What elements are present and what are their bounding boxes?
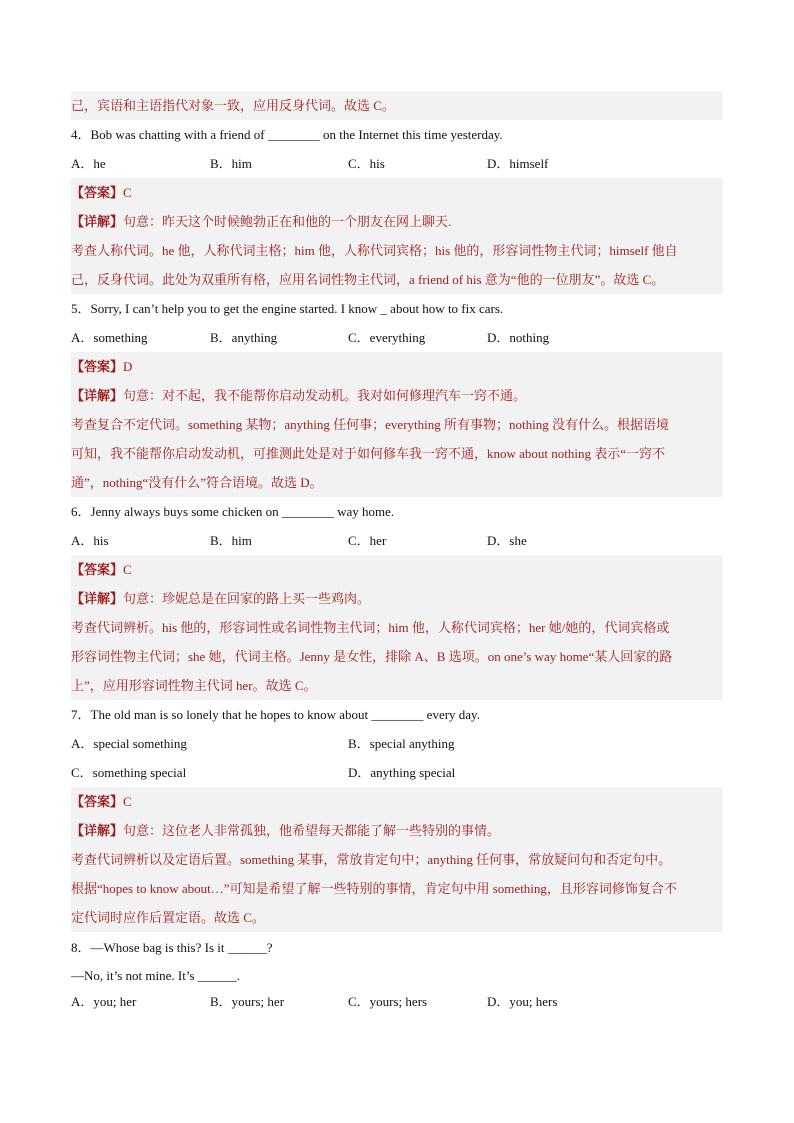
answer-blank: ______: [227, 940, 267, 955]
detail-line: [71, 816, 723, 845]
question-6: [71, 497, 723, 526]
question-text: about how to fix cars.: [386, 301, 504, 316]
question-number: 5．: [71, 301, 91, 316]
detail-line: [71, 207, 723, 236]
options-row: [71, 987, 723, 1016]
option-d: D．nothing: [487, 330, 550, 345]
option-c: C．everything: [348, 330, 426, 345]
question-number: 6．: [71, 504, 91, 519]
explanation-line: 上”，应用形容词性物主代词 her。故选 C。: [71, 671, 723, 700]
option-c: C．yours; hers: [348, 994, 428, 1009]
explanation-line: 考查复合不定代词。something 某物；anything 任何事；everything 所有事物；nothing 没有什么。根据语境: [71, 410, 723, 439]
detail-line: [71, 584, 723, 613]
answer-blank: ______: [197, 968, 237, 983]
explanation-line: 己，宾语和主语指代对象一致，应用反身代词。故选 C。: [71, 91, 723, 120]
question-text: ?: [266, 940, 273, 955]
option-b: B．him: [210, 533, 252, 548]
question-text: The old man is so lonely that he hopes to know about: [90, 707, 372, 722]
detail-text: 句意：珍妮总是在回家的路上买一些鸡肉。: [123, 591, 371, 606]
question-4: [71, 120, 723, 149]
option-b: B．yours; her: [210, 994, 285, 1009]
option-b: B．anything: [210, 330, 278, 345]
answer-blank: ________: [371, 707, 424, 722]
explanation-line: 定代词时应作后置定语。故选 C。: [71, 903, 723, 932]
question-number: 7．: [71, 707, 91, 722]
options-row: [71, 758, 723, 787]
answer-blank: _: [380, 301, 387, 316]
question-8-line-2: [71, 961, 723, 990]
option-a: A．special something: [71, 736, 187, 751]
explanation-line: 考查代词辨析以及定语后置。something 某事，常放肯定句中；anything 任何事，常放疑问句和否定句中。: [71, 845, 723, 874]
option-b: B．special anything: [348, 736, 455, 751]
explanation-line: 己，反身代词。此处为双重所有格，应用名词性物主代词，a friend of his 意为“他的一位朋友”。故选 C。: [71, 265, 723, 294]
option-c: C．his: [348, 156, 385, 171]
answer-tag: 【答案】: [71, 359, 124, 374]
question-text: way home.: [333, 504, 395, 519]
explanation-line: 通”，nothing“没有什么”符合语境。故选 D。: [71, 468, 723, 497]
explanation-line: 根据“hopes to know about…”可知是希望了解一些特别的事情，肯定句中用 something，且形容词修饰复合不: [71, 874, 723, 903]
answer-line: [71, 787, 723, 816]
answer-value: C: [123, 185, 132, 200]
detail-text: 句意：这位老人非常孤独，他希望每天都能了解一些特别的事情。: [123, 823, 501, 838]
detail-text: 句意：对不起，我不能帮你启动发动机。我对如何修理汽车一窍不通。: [123, 388, 527, 403]
question-text: Jenny always buys some chicken on: [90, 504, 282, 519]
option-d: D．she: [487, 533, 527, 548]
answer-tag: 【答案】: [71, 562, 124, 577]
explanation-line: 形容词性物主代词；she 她，代词主格。Jenny 是女性，排除 A、B 选项。on one’s way home“某人回家的路: [71, 642, 723, 671]
option-a: A．his: [71, 533, 109, 548]
question-text: —No, it’s not mine. It’s: [71, 968, 198, 983]
question-text: Sorry, I can’t help you to get the engine started. I know: [90, 301, 381, 316]
option-d: D．himself: [487, 156, 549, 171]
options-row: [71, 729, 723, 758]
question-number: 8．: [71, 940, 91, 955]
question-5: [71, 294, 723, 323]
answer-blank: ________: [267, 127, 320, 142]
answer-value: C: [123, 562, 132, 577]
question-7: [71, 700, 723, 729]
question-text: .: [236, 968, 240, 983]
option-d: D．anything special: [348, 765, 456, 780]
option-d: D．you; hers: [487, 994, 558, 1009]
detail-tag: 【详解】: [71, 388, 124, 403]
option-a: A．something: [71, 330, 148, 345]
question-text: —Whose bag is this? Is it: [90, 940, 228, 955]
question-number: 4．: [71, 127, 91, 142]
answer-tag: 【答案】: [71, 794, 124, 809]
question-text: Bob was chatting with a friend of: [90, 127, 268, 142]
question-text: every day.: [423, 707, 480, 722]
explanation-line: 考查代词辨析。his 他的，形容词性或名词性物主代词；him 他，人称代词宾格；her 她/她的，代词宾格或: [71, 613, 723, 642]
option-a: A．he: [71, 156, 106, 171]
answer-blank: ________: [281, 504, 334, 519]
detail-tag: 【详解】: [71, 591, 124, 606]
answer-tag: 【答案】: [71, 185, 124, 200]
question-text: on the Internet this time yesterday.: [319, 127, 503, 142]
answer-line: [71, 352, 723, 381]
options-row: [71, 149, 723, 178]
detail-line: [71, 381, 723, 410]
answer-line: [71, 555, 723, 584]
option-a: A．you; her: [71, 994, 137, 1009]
detail-tag: 【详解】: [71, 823, 124, 838]
option-c: C．something special: [71, 765, 187, 780]
explanation-line: 可知，我不能帮你启动发动机，可推测此处是对于如何修车我一窍不通，know about nothing 表示“一窍不: [71, 439, 723, 468]
answer-value: D: [123, 359, 133, 374]
option-b: B．him: [210, 156, 252, 171]
detail-text: 句意：昨天这个时候鲍勃正在和他的一个朋友在网上聊天.: [123, 214, 452, 229]
options-row: [71, 323, 723, 352]
question-8: [71, 933, 723, 962]
explanation-line: 考查人称代词。he 他，人称代词主格；him 他，人称代词宾格；his 他的，形容词性物主代词；himself 他自: [71, 236, 723, 265]
answer-value: C: [123, 794, 132, 809]
detail-tag: 【详解】: [71, 214, 124, 229]
answer-line: [71, 178, 723, 207]
options-row: [71, 526, 723, 555]
option-c: C．her: [348, 533, 387, 548]
